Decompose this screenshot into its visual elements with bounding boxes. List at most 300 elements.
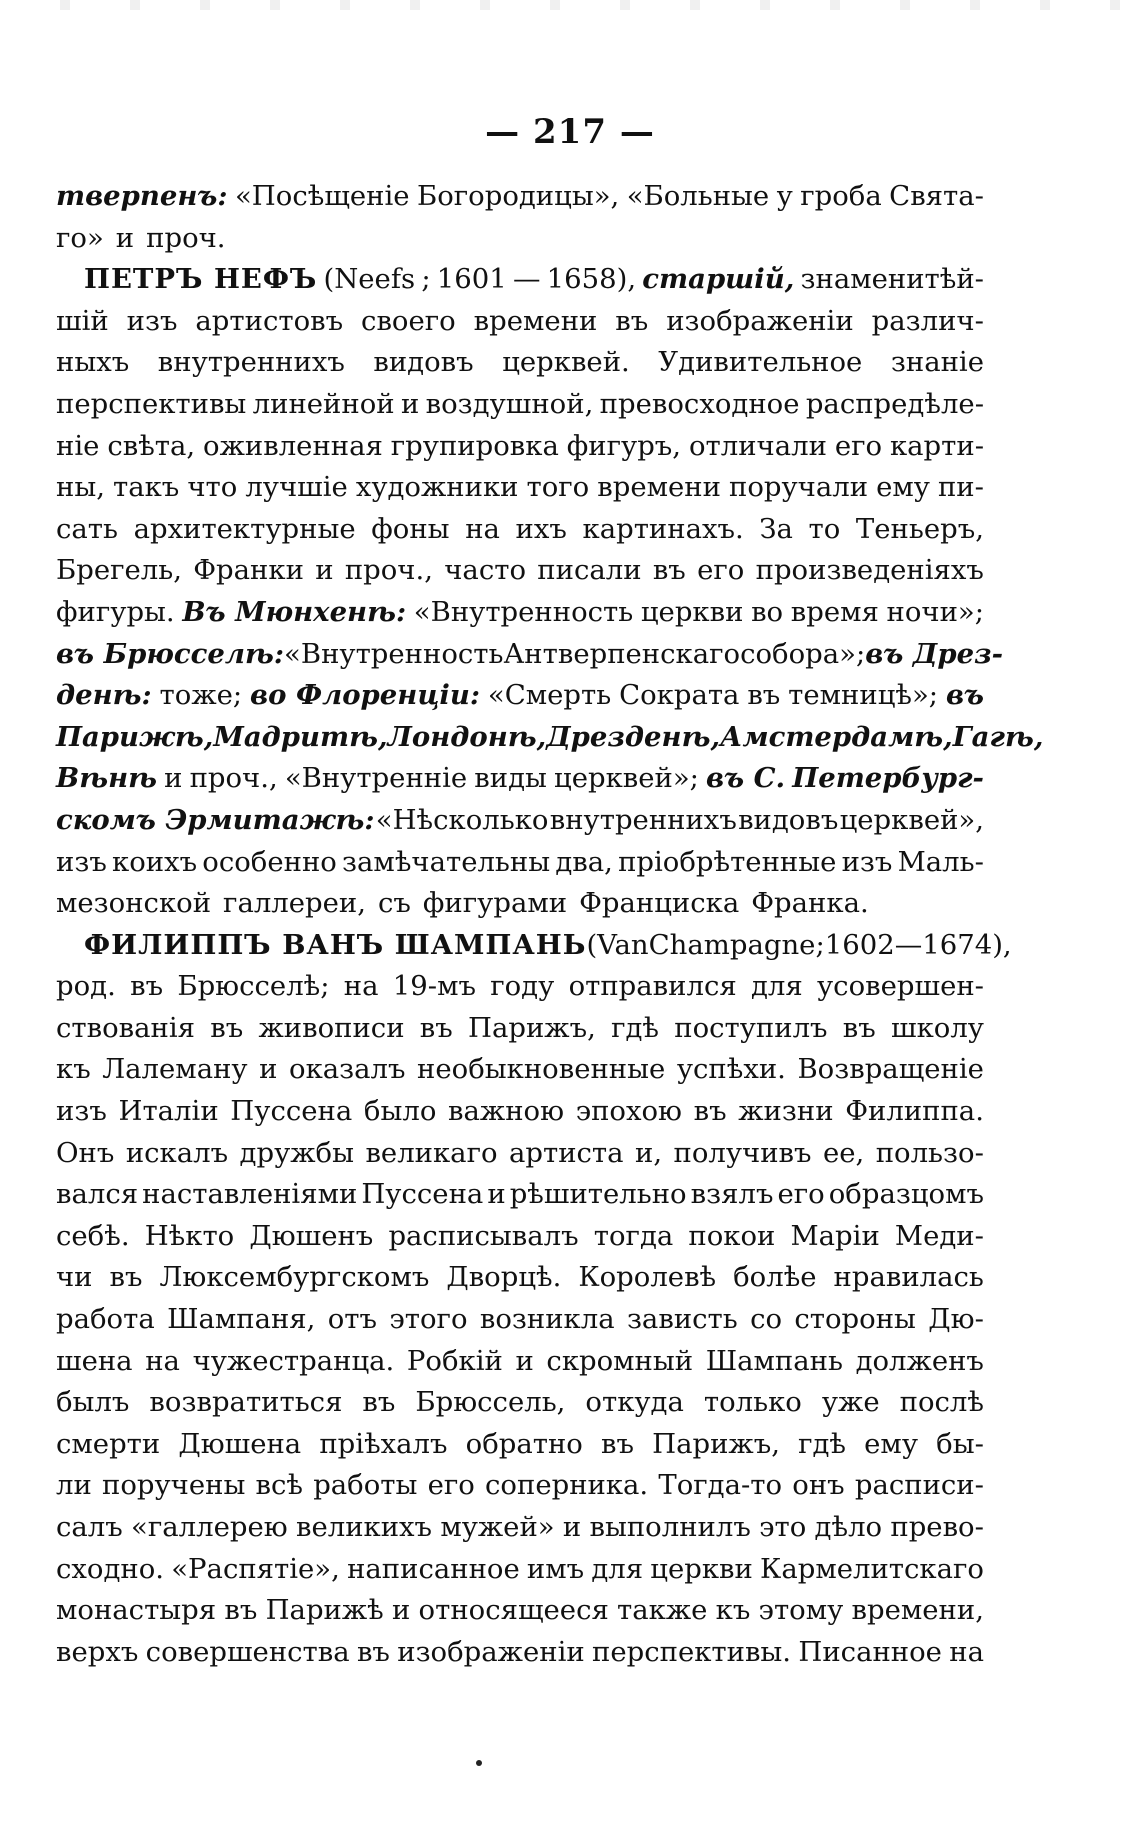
text-line: [56, 762, 984, 804]
page-number: — 217 —: [485, 112, 655, 152]
word: его: [777, 1178, 825, 1211]
word: также: [617, 1594, 708, 1627]
word: искалъ: [125, 1136, 229, 1169]
word: своего: [361, 304, 456, 337]
word: Люксембургскомъ: [159, 1261, 430, 1294]
word: карти-: [889, 429, 984, 462]
word: эпохою: [575, 1095, 682, 1128]
word: дружбы: [239, 1136, 354, 1169]
word: изображеніи: [397, 1635, 585, 1668]
word: расписывалъ: [388, 1219, 579, 1252]
word: покои: [688, 1219, 776, 1252]
word: въ: [652, 554, 686, 587]
word: Шампань: [705, 1344, 843, 1377]
word: Франциска: [579, 887, 740, 920]
word: долженъ: [855, 1344, 984, 1377]
word: съ: [378, 887, 411, 920]
word: ночи»;: [886, 595, 984, 628]
word: возвратиться: [149, 1386, 343, 1419]
word: время: [790, 595, 879, 628]
word: Нѣкто: [144, 1219, 235, 1252]
word: пріобрѣтенные: [618, 845, 837, 878]
text-line: [56, 1261, 984, 1303]
word: и: [391, 1594, 411, 1627]
word: ны,: [56, 471, 105, 504]
word: пользо-: [875, 1136, 984, 1169]
word: монастыря: [56, 1594, 217, 1627]
text-line: [56, 263, 984, 305]
word: ствованія: [56, 1011, 196, 1044]
word: во: [751, 595, 784, 628]
text-line: [56, 471, 984, 513]
word: жизни: [738, 1095, 834, 1128]
word: на: [465, 512, 500, 545]
word: гроба: [800, 180, 882, 212]
word: Свята-: [889, 180, 984, 212]
word: —: [894, 928, 923, 961]
word: различ-: [871, 304, 984, 337]
word: со: [750, 1303, 783, 1336]
word: тогда: [593, 1219, 674, 1252]
text-line: [56, 970, 984, 1012]
word: относящееся: [418, 1594, 609, 1627]
text-line: [56, 1511, 984, 1553]
word: и: [400, 387, 420, 420]
word: —: [512, 263, 541, 296]
word: на: [343, 970, 379, 1003]
word: групировка: [390, 429, 559, 462]
word: Дюшенъ: [249, 1219, 374, 1252]
word: и: [315, 554, 334, 587]
word: картинахъ.: [582, 512, 744, 545]
word: отличали: [688, 429, 827, 462]
word: возникла: [479, 1303, 615, 1336]
word: чи: [56, 1261, 93, 1294]
artist-name-heading: ПЕТРЪ НЕФЪ: [84, 263, 318, 296]
word: только: [703, 1386, 802, 1419]
word: для: [591, 1552, 644, 1585]
word: пріѣхалъ: [319, 1427, 448, 1460]
word: Брюсселѣ;: [177, 970, 330, 1003]
word: его: [834, 429, 883, 462]
word: дѣло: [814, 1511, 883, 1543]
text-line: [56, 1345, 984, 1387]
word: ли: [56, 1469, 92, 1502]
text-line: [56, 1137, 984, 1179]
word: взялъ: [690, 1178, 774, 1211]
word: писали: [537, 554, 642, 587]
word: Италіи: [118, 1095, 219, 1128]
word: пи-: [937, 471, 984, 504]
word: проч.,: [344, 554, 433, 587]
italic-word: Парижѣ,: [56, 720, 214, 753]
word: свѣта,: [107, 429, 196, 462]
word: совершенства: [145, 1635, 350, 1668]
italic-word: старшій,: [642, 263, 795, 296]
word: смерти: [56, 1427, 161, 1460]
text-line: [56, 846, 984, 888]
word: знаменитѣй-: [800, 263, 984, 296]
text-line: [56, 1178, 984, 1220]
word: распредѣле-: [805, 387, 984, 420]
text-line: [56, 928, 1012, 971]
word: замѣчательны: [342, 845, 551, 878]
word: «галлерею: [131, 1511, 288, 1543]
word: наставленіями: [142, 1178, 358, 1211]
word: «Посѣщеніе: [234, 180, 410, 212]
word: темницѣ»;: [788, 679, 939, 712]
text-line: [56, 887, 984, 929]
word: проч.: [146, 221, 226, 254]
text-line: [56, 1095, 984, 1137]
word: артистовъ: [195, 304, 344, 337]
text-line: [56, 180, 984, 222]
word: Королевѣ: [578, 1261, 717, 1294]
word: его: [697, 554, 745, 587]
word: Брюссель,: [415, 1386, 566, 1419]
word: въ: [109, 1261, 143, 1294]
word: Антверпенскаго: [503, 637, 741, 670]
text-line: [56, 554, 984, 596]
word: фигурами: [422, 887, 568, 920]
word: знаніе: [890, 346, 984, 379]
word: и: [515, 1344, 534, 1377]
word: поручены: [102, 1469, 246, 1502]
word: что: [187, 471, 238, 504]
word: коихъ: [112, 845, 198, 878]
word: особенно: [202, 845, 337, 878]
text-line: [56, 1636, 984, 1678]
word: Меди-: [894, 1219, 984, 1252]
word: Брегель,: [56, 554, 182, 587]
word: собора»;: [740, 637, 866, 670]
italic-word: Вѣнѣ: [56, 762, 158, 795]
word: гдѣ: [798, 1427, 847, 1460]
word: мезонской: [56, 887, 212, 920]
word: ему: [864, 1427, 919, 1460]
word: имъ: [526, 1552, 585, 1585]
word: соперника.: [485, 1469, 649, 1502]
word: ему: [876, 471, 930, 504]
word: то: [808, 512, 841, 545]
word: (Neefs: [323, 263, 416, 296]
word: поступилъ: [674, 1011, 828, 1044]
word: превосходное: [599, 387, 800, 420]
word: Теньеръ,: [855, 512, 984, 545]
text-line: [56, 430, 984, 472]
word: было: [363, 1095, 437, 1128]
word: къ: [715, 1594, 751, 1627]
word: художники: [355, 471, 519, 504]
word: бы-: [936, 1427, 984, 1460]
word: въ: [419, 1011, 453, 1044]
word: 1602: [824, 928, 895, 961]
word: церкви: [650, 1552, 753, 1585]
word: зависть: [626, 1303, 738, 1336]
word: Пуссена: [361, 1178, 484, 1211]
word: Франка.: [751, 887, 869, 920]
word: послѣ: [899, 1386, 984, 1419]
word: Champagne;: [648, 928, 825, 961]
text-line: [56, 1553, 984, 1595]
word: шена: [56, 1344, 133, 1377]
word: Маріи: [790, 1219, 880, 1252]
word: обратно: [465, 1427, 583, 1460]
italic-word: въ Брюсселѣ:: [56, 637, 285, 670]
word: оказалъ: [289, 1053, 406, 1086]
word: онъ: [792, 1469, 845, 1502]
word: «Внутренніе: [284, 762, 468, 795]
word: церквей»,: [839, 803, 984, 836]
word: «Распятіе»,: [171, 1552, 340, 1585]
word: успѣхи.: [676, 1053, 786, 1086]
word: 1601: [436, 263, 507, 296]
word: «Внутренность: [413, 595, 634, 628]
word: и: [487, 1178, 506, 1211]
word: оживленная: [203, 429, 383, 462]
text-line: [56, 720, 1044, 763]
word: написанное: [347, 1552, 520, 1585]
word: церкви: [640, 595, 744, 628]
word: шій: [56, 304, 109, 337]
word: галлереи,: [223, 887, 366, 920]
word: прево-: [890, 1511, 984, 1543]
word: Тогда-то: [658, 1469, 783, 1502]
word: и: [562, 1511, 582, 1543]
text-line: [56, 1220, 984, 1262]
word: «Больные: [626, 180, 770, 212]
text-line: [56, 1053, 984, 1095]
word: тоже;: [159, 679, 243, 712]
word: въ: [210, 1011, 244, 1044]
word: необыкновенные: [417, 1053, 666, 1086]
word: мужей»: [440, 1511, 555, 1543]
italic-word: денѣ:: [56, 679, 152, 712]
text-line: [56, 637, 1004, 680]
word: проч.,: [189, 762, 278, 795]
word: въ: [356, 1635, 390, 1668]
word: былъ: [56, 1386, 130, 1419]
word: себѣ.: [56, 1219, 130, 1252]
word: изображеніи: [666, 304, 854, 337]
word: За: [759, 512, 793, 545]
word: отъ: [327, 1303, 378, 1336]
word: великаго: [365, 1136, 498, 1169]
word: въ: [362, 1386, 396, 1419]
word: Парижъ,: [652, 1427, 780, 1460]
italic-word: въ С.: [706, 762, 786, 795]
text-line: [56, 1469, 984, 1511]
word: получивъ: [673, 1136, 812, 1169]
word: гдѣ: [611, 1011, 660, 1044]
italic-word: Лондонѣ,: [387, 720, 547, 753]
word: изъ: [841, 845, 893, 878]
word: Филиппа.: [845, 1095, 984, 1128]
word: всѣ: [255, 1469, 303, 1502]
word: го»: [56, 221, 104, 254]
word: изъ: [126, 304, 178, 337]
word: времени: [597, 471, 721, 504]
word: въ: [224, 1594, 258, 1627]
word: въ: [130, 970, 164, 1003]
word: Парижѣ: [265, 1594, 384, 1627]
italic-word: въ Дрез-: [865, 637, 1004, 670]
word: этого: [389, 1303, 468, 1336]
word: откуда: [585, 1386, 684, 1419]
text-line: [56, 679, 984, 721]
word: важною: [448, 1095, 565, 1128]
word: 19-мъ: [392, 970, 476, 1003]
word: выполнилъ: [589, 1511, 751, 1543]
word: рѣшительно: [509, 1178, 687, 1211]
word: и,: [634, 1136, 663, 1169]
italic-word: тверпенъ:: [56, 180, 228, 212]
text-line: [56, 388, 984, 430]
word: верхъ: [56, 1635, 139, 1668]
word: лучшіе: [245, 471, 348, 504]
text-line: [56, 1594, 984, 1636]
word: «Нѣсколько: [375, 803, 549, 836]
text-line: [56, 804, 984, 846]
word: уже: [821, 1386, 880, 1419]
word: Онъ: [56, 1136, 115, 1169]
word: поручали: [728, 471, 869, 504]
scan-edge-marks: [0, 0, 1140, 10]
italic-word: Амстердамѣ,: [720, 720, 953, 753]
word: (Van: [586, 928, 649, 961]
word: перспективы: [56, 387, 247, 420]
word: сать: [56, 512, 118, 545]
text-line: [56, 513, 984, 555]
word: на: [145, 1344, 180, 1377]
word: сходно.: [56, 1552, 165, 1585]
word: работа: [56, 1303, 155, 1336]
word: отправился: [568, 970, 737, 1003]
word: для: [750, 970, 803, 1003]
word: этому: [758, 1594, 844, 1627]
text-line: [56, 596, 984, 638]
word: въ: [747, 679, 781, 712]
word: Кармелитскаго: [760, 1552, 984, 1585]
word: великихъ: [295, 1511, 433, 1543]
word: фигуры.: [56, 595, 175, 628]
word: времени: [473, 304, 598, 337]
ink-dot: [476, 1760, 482, 1766]
word: расписи-: [854, 1469, 984, 1502]
word: ее,: [822, 1136, 865, 1169]
word: Парижъ,: [467, 1011, 596, 1044]
word: въ: [693, 1095, 727, 1128]
word: въ: [615, 304, 649, 337]
word: вался: [56, 1178, 139, 1211]
word: салъ: [56, 1511, 123, 1543]
word: того: [526, 471, 590, 504]
word: нравилась: [833, 1261, 984, 1294]
word: такъ: [113, 471, 180, 504]
word: 1674),: [922, 928, 1012, 961]
word: у: [776, 180, 793, 212]
body-text: [56, 180, 1044, 1677]
word: и: [259, 1053, 278, 1086]
word: Богородицы»,: [416, 180, 620, 212]
word: Дюшена: [178, 1427, 302, 1460]
word: Дворцѣ.: [446, 1261, 562, 1294]
word: церквей»;: [554, 762, 699, 795]
word: Лалеману: [102, 1053, 248, 1086]
word: внутреннихъ: [157, 346, 345, 379]
word: фоны: [371, 512, 450, 545]
word: «Внутренность: [284, 637, 504, 670]
italic-word: скомъ Эрмитажѣ:: [56, 803, 375, 836]
word: и: [164, 762, 183, 795]
word: 1658),: [546, 263, 637, 296]
word: изъ: [56, 1095, 107, 1128]
word: воздушной,: [425, 387, 594, 420]
word: архитектурные: [133, 512, 356, 545]
text-line: [56, 346, 984, 388]
word: времени,: [851, 1594, 984, 1627]
word: линейной: [252, 387, 395, 420]
artist-name-heading: ФИЛИППЪ ВАНЪ ШАМПАНЬ: [84, 928, 587, 961]
word: чужестранца.: [192, 1344, 395, 1377]
word: Писанное: [798, 1635, 942, 1668]
word: стороны: [794, 1303, 916, 1336]
word: изъ: [56, 845, 107, 878]
text-line: [56, 305, 984, 347]
italic-word: во Флоренціи:: [250, 679, 481, 712]
word: живописи: [258, 1011, 405, 1044]
word: ихъ: [515, 512, 567, 545]
word: произведеніяхъ: [755, 554, 984, 587]
word: Франки: [193, 554, 304, 587]
word: род.: [56, 970, 116, 1003]
word: это: [759, 1511, 807, 1543]
italic-word: Въ Мюнхенѣ:: [182, 595, 407, 628]
text-line: [56, 1303, 984, 1345]
word: его: [427, 1469, 475, 1502]
word: Робкій: [406, 1344, 503, 1377]
word: въ: [842, 1011, 876, 1044]
italic-word: Гагѣ,: [952, 720, 1044, 753]
italic-word: Дрезденѣ,: [546, 720, 721, 753]
word: виды: [474, 762, 547, 795]
word: Удивительное: [658, 346, 863, 379]
word: ніе: [56, 429, 100, 462]
text-line: [56, 222, 984, 264]
word: усовершен-: [817, 970, 984, 1003]
word: Дю-: [928, 1303, 984, 1336]
word: работы: [313, 1469, 418, 1502]
word: къ: [56, 1053, 91, 1086]
word: церквей.: [502, 346, 630, 379]
word: году: [490, 970, 555, 1003]
text-line: [56, 1012, 984, 1054]
word: перспективы.: [592, 1635, 792, 1668]
word: артиста: [508, 1136, 624, 1169]
word: образцомъ: [828, 1178, 984, 1211]
word: въ: [601, 1427, 634, 1460]
word: часто: [444, 554, 526, 587]
word: Маль-: [897, 845, 984, 878]
italic-word: Петербург-: [792, 762, 984, 795]
word: «Смерть: [487, 679, 612, 712]
word: Возвращеніе: [797, 1053, 984, 1086]
word: внутреннихъ: [549, 803, 737, 836]
word: болѣе: [733, 1261, 817, 1294]
text-line: [56, 1428, 984, 1470]
word: ;: [421, 263, 431, 296]
word: Пуссена: [230, 1095, 353, 1128]
